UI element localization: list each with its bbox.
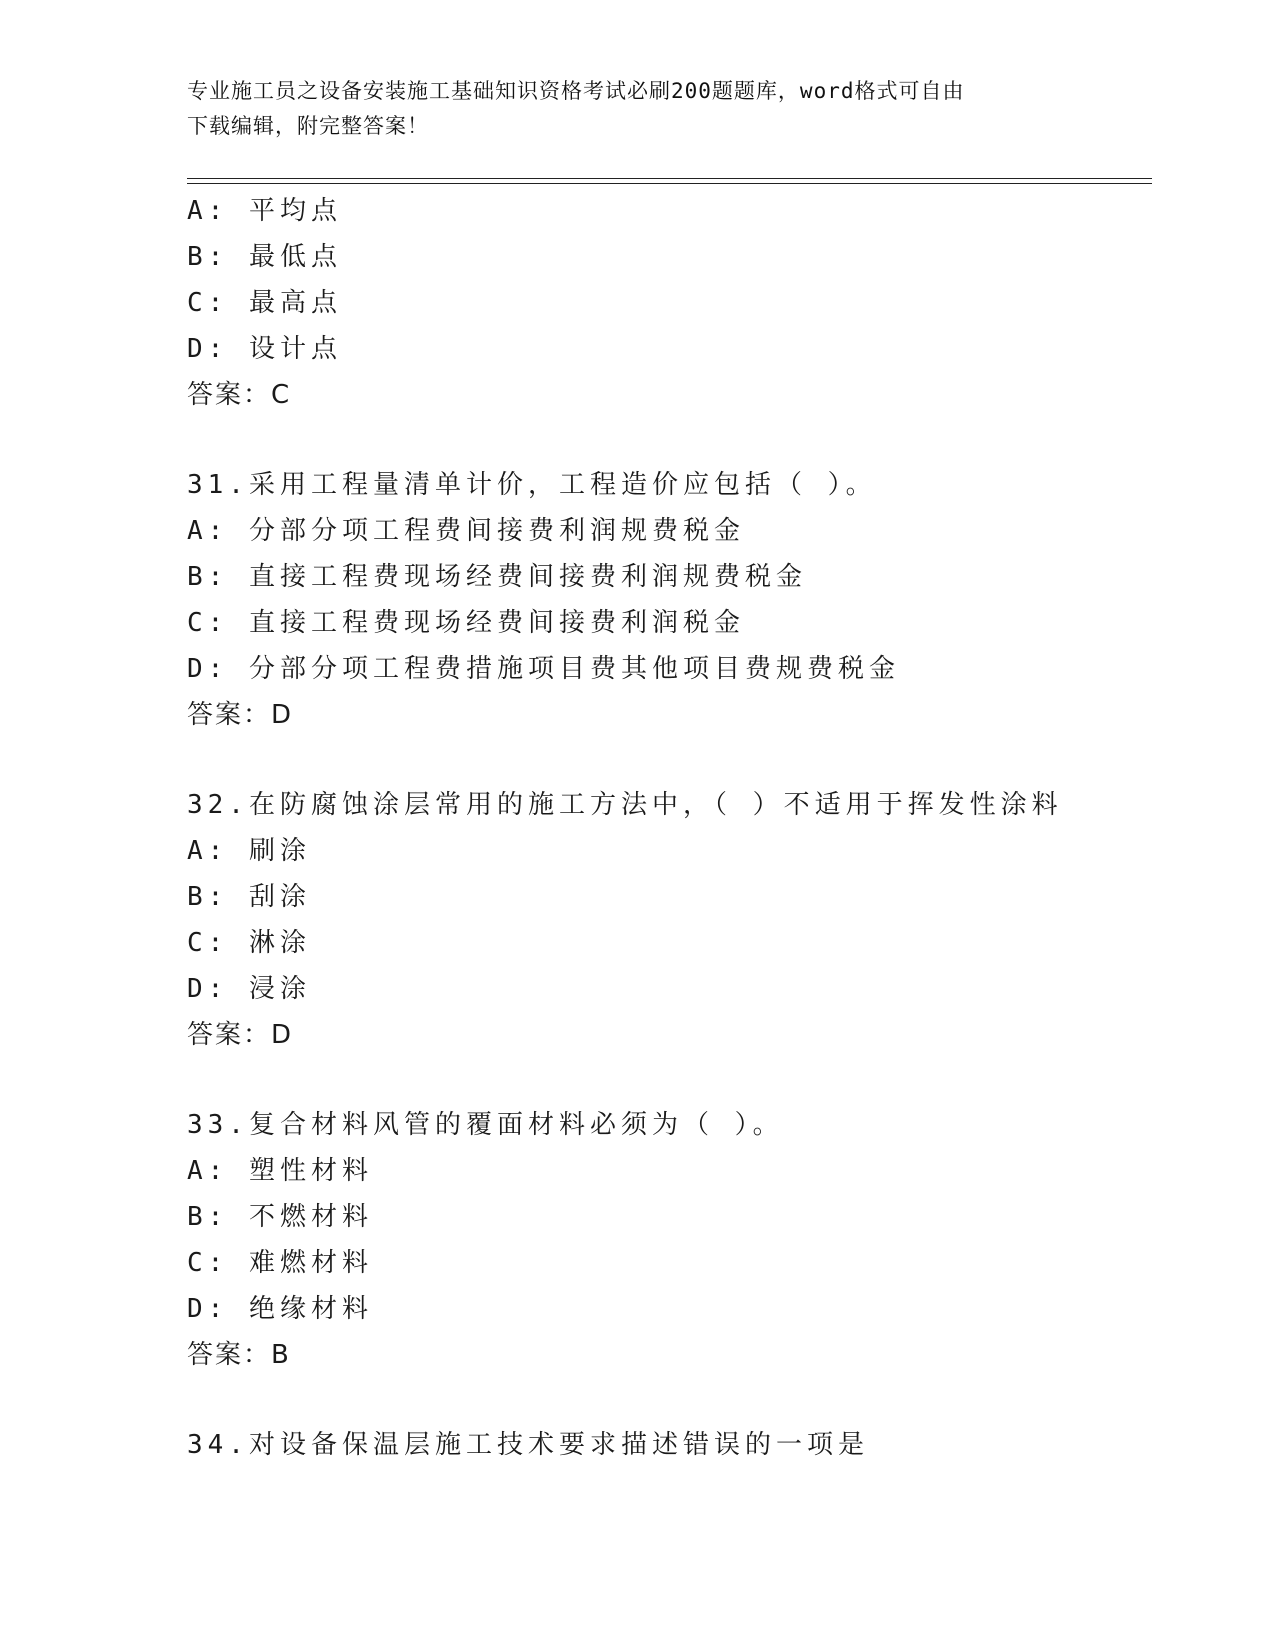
- option-d: D: 设计点: [187, 334, 342, 364]
- question-text: 32.在防腐蚀涂层常用的施工方法中，（ ）不适用于挥发性涂料: [187, 790, 1063, 820]
- option-a: A: 塑性材料: [187, 1156, 373, 1186]
- question-block-33: [187, 1102, 1147, 1378]
- answer: 答案：B: [187, 1340, 291, 1370]
- header-line-2: 下载编辑，附完整答案！: [187, 114, 429, 138]
- option-b: B: 刮涂: [187, 882, 311, 912]
- option-a: A: 分部分项工程费间接费利润规费税金: [187, 516, 745, 546]
- question-list: [187, 188, 1147, 1468]
- option-c: C: 直接工程费现场经费间接费利润税金: [187, 608, 745, 638]
- option-b: B: 不燃材料: [187, 1202, 373, 1232]
- question-text: 31.采用工程量清单计价，工程造价应包括（ ）。: [187, 470, 877, 500]
- answer: 答案：C: [187, 380, 292, 410]
- option-a: A: 平均点: [187, 196, 342, 226]
- header-divider-bottom: [187, 183, 1152, 184]
- option-b: B: 直接工程费现场经费间接费利润规费税金: [187, 562, 807, 592]
- option-a: A: 刷涂: [187, 836, 311, 866]
- header-line-1: 专业施工员之设备安装施工基础知识资格考试必刷200题题库，word格式可自由: [187, 79, 965, 103]
- option-c: C: 难燃材料: [187, 1248, 373, 1278]
- option-d: D: 绝缘材料: [187, 1294, 373, 1324]
- question-block-31: [187, 462, 1147, 738]
- option-d: D: 分部分项工程费措施项目费其他项目费规费税金: [187, 654, 900, 684]
- answer: 答案：D: [187, 700, 294, 730]
- question-block-30: [187, 188, 1147, 418]
- option-c: C: 最高点: [187, 288, 342, 318]
- document-header: [187, 74, 1067, 144]
- option-c: C: 淋涂: [187, 928, 311, 958]
- option-b: B: 最低点: [187, 242, 342, 272]
- question-block-34: [187, 1422, 1147, 1468]
- question-text: 33.复合材料风管的覆面材料必须为（ ）。: [187, 1110, 784, 1140]
- option-d: D: 浸涂: [187, 974, 311, 1004]
- header-divider-top: [187, 178, 1152, 179]
- question-block-32: [187, 782, 1147, 1058]
- answer: 答案：D: [187, 1020, 294, 1050]
- question-text: 34.对设备保温层施工技术要求描述错误的一项是: [187, 1430, 869, 1460]
